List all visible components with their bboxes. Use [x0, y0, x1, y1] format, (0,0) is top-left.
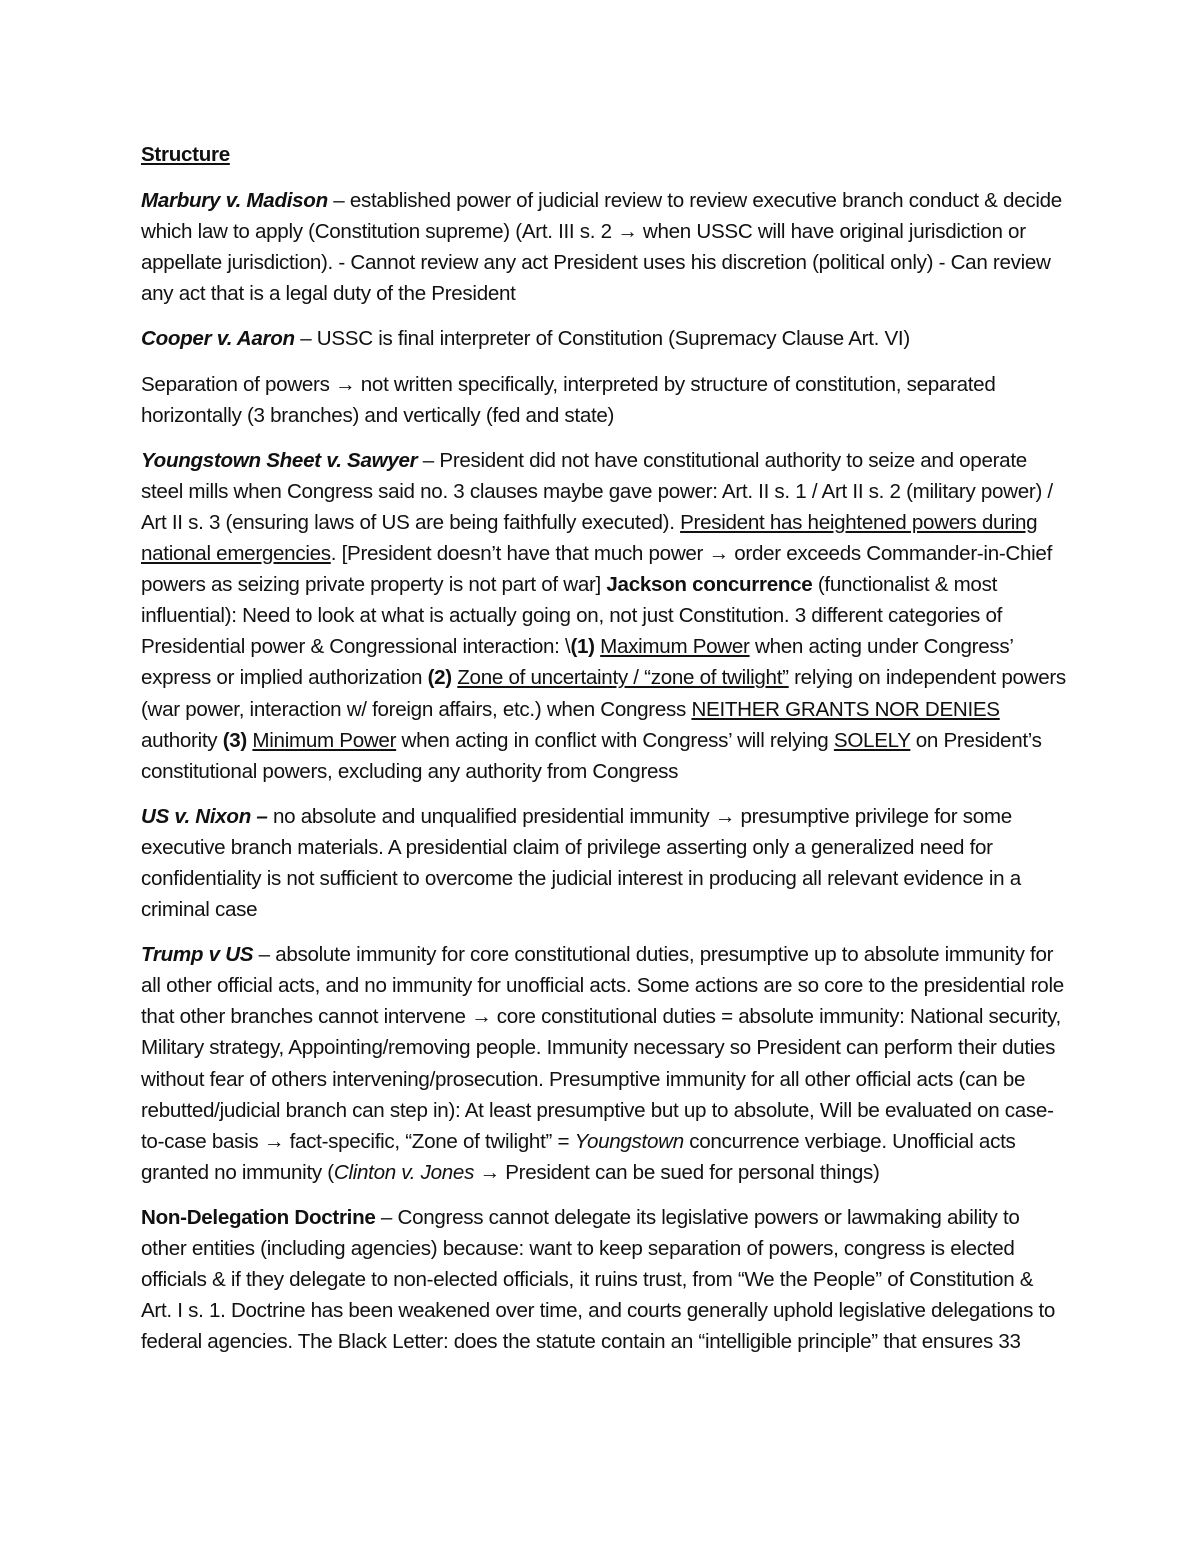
text-segment: – absolute immunity for core constitutional duties, presumptive up to absolute immunity for all other official acts, and no immunity for unofficial acts. Some actions are so core to the presidential role that other branches cannot intervene [141, 943, 1064, 1029]
text-segment: – Congress cannot delegate its legislative powers or lawmaking ability to other entities (including agencies) because: want to keep separation of powers, congress is elected officials & if they delegate to non-elected officials, it ruins trust, from “We the People” of Constitution & Art. I s. 1. Doctrine has been weakened over time, and courts generally uphold legislative delegations to federal agencies. The Black Letter: does the statute contain an “intelligible principle” that ensures 33 [141, 1205, 1056, 1354]
paragraph-nixon [141, 801, 1066, 925]
section-heading: Structure [141, 143, 230, 166]
text-segment: fact-specific, “Zone of twilight” = [284, 1129, 575, 1153]
text-segment: when USSC will have original jurisdiction or appellate jurisdiction). - Cannot review any act President uses his discretion (political only) - Can review any act that is a legal duty of the President [141, 220, 1051, 306]
italic-case-reference: Youngstown [574, 1129, 684, 1153]
paragraph-nondelegation [141, 1202, 1066, 1357]
arrow-icon: → [263, 1129, 285, 1153]
text-segment: . [President doesn’t have that much power [330, 542, 709, 566]
case-name-trump: Trump v US [141, 943, 254, 967]
underlined-text: Zone of uncertainty / “zone of twilight” [457, 666, 789, 690]
bold-term-jackson-concurrence: Jackson concurrence [606, 573, 813, 597]
paragraph-marbury [141, 185, 1066, 309]
arrow-icon: → [471, 1005, 492, 1029]
underlined-text: NEITHER GRANTS NOR DENIES [691, 697, 1000, 721]
underlined-text: SOLELY [833, 728, 911, 752]
text-segment: – USSC is final interpreter of Constitution (Supremacy Clause Art. VI) [294, 327, 910, 351]
text-segment: on President’s constitutional powers, excluding any authority from Congress [141, 728, 1042, 783]
category-number: (3) [222, 728, 247, 752]
italic-case-reference: Clinton v. Jones [333, 1160, 475, 1184]
text-segment: when acting in conflict with Congress’ will relying [396, 728, 834, 752]
text-segment: when acting under Congress’ express or implied authorization [141, 635, 1013, 690]
arrow-icon: → [335, 372, 356, 396]
case-name-nixon: US v. Nixon – [141, 804, 268, 828]
arrow-icon: → [617, 220, 638, 244]
text-segment: – President did not have constitutional authority to seize and operate steel mills when Congress said no. 3 clauses maybe gave power: Art. II s. 1 / Art II s. 2 (military power) / Art II s. 3 (ensuring laws of US are being faithfully executed). [141, 448, 1053, 534]
paragraph-trump [141, 939, 1066, 1188]
case-name-marbury: Marbury v. Madison [141, 189, 328, 213]
case-name-youngstown: Youngstown Sheet v. Sawyer [141, 448, 418, 472]
text-segment: President can be sued for personal things) [499, 1160, 880, 1184]
text-segment: order exceeds Commander-in-Chief powers as seizing private property is not part of war] [141, 542, 1052, 597]
text-segment: concurrence verbiage. Unofficial acts granted no immunity ( [141, 1129, 1016, 1184]
arrow-icon: → [708, 542, 729, 566]
text-segment: authority [141, 728, 223, 752]
document-page [141, 139, 1066, 1371]
text-segment: presumptive privilege for some executive branch materials. A presidential claim of privilege asserting only a generalized need for confidentiality is not sufficient to overcome the judicial interest in producing all relevant evidence in a criminal case [141, 804, 1021, 922]
arrow-icon: → [714, 804, 736, 828]
paragraph-cooper [141, 323, 1066, 354]
category-number: (1) [570, 635, 595, 659]
text-segment: not written specifically, interpreted by structure of constitution, separated horizontally (3 branches) and vertically (fed and state) [141, 372, 996, 427]
text-segment: no absolute and unqualified presidential immunity [267, 804, 715, 828]
underlined-text: Maximum Power [600, 635, 750, 659]
text-segment: (functionalist & most influential): Need to look at what is actually going on, not just Constitution. 3 different categories of Presidential power & Congressional interaction: \ [141, 573, 1003, 659]
case-name-cooper: Cooper v. Aaron [141, 327, 295, 351]
category-number: (2) [427, 666, 452, 690]
text-segment: – established power of judicial review to review executive branch conduct & decide which law to apply (Constitution supreme) (Art. III s. 2 [141, 189, 1062, 244]
arrow-icon: → [479, 1160, 500, 1184]
text-segment: Separation of powers [141, 372, 336, 396]
text-segment: core constitutional duties = absolute immunity: National security, Military strategy, Appointing/removing people. Immunity necessary so President can perform their duties without fear of others intervening/prosecution. Presumptive immunity for all other official acts (can be rebutted/judicial branch can step in): At least presumptive but up to absolute, Will be evaluated on case-to-case basis [141, 1005, 1061, 1153]
bold-term-non-delegation: Non-Delegation Doctrine [141, 1205, 376, 1229]
underlined-text: Minimum Power [252, 728, 397, 752]
paragraph-youngstown [141, 445, 1066, 787]
text-segment: relying on independent powers (war power, interaction w/ foreign affairs, etc.) when Congress [141, 666, 1066, 721]
underlined-text: President has heightened powers during national emergencies [141, 510, 1038, 566]
paragraph-separation [141, 369, 1066, 431]
